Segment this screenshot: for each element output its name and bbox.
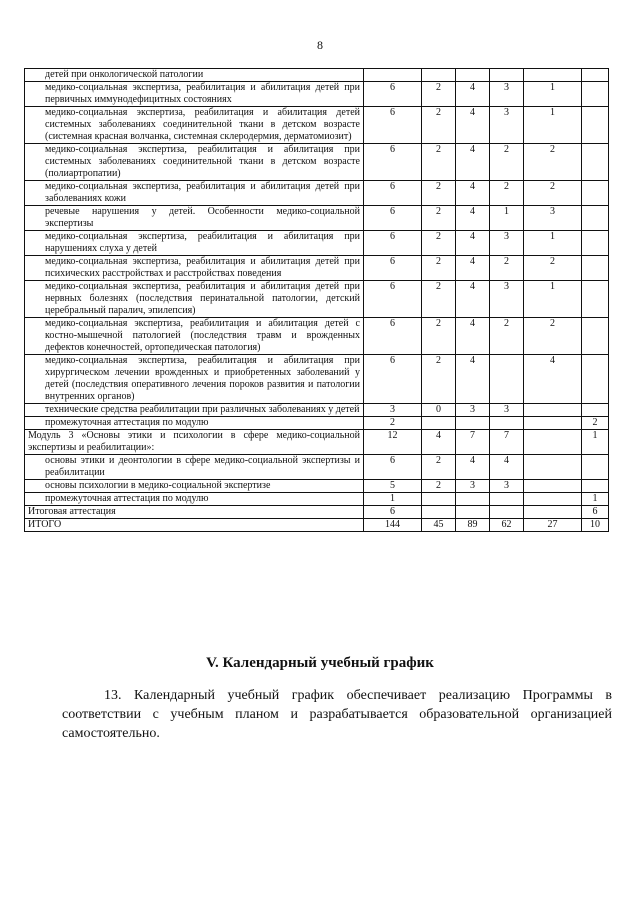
hours-cell: 4 [456, 82, 490, 107]
hours-cell: 4 [456, 455, 490, 480]
hours-cell: 4 [456, 107, 490, 144]
hours-cell: 2 [422, 455, 456, 480]
hours-cell: 1 [524, 82, 582, 107]
hours-cell: 2 [422, 231, 456, 256]
hours-cell [456, 493, 490, 506]
hours-cell: 6 [364, 256, 422, 281]
hours-cell: 2 [524, 144, 582, 181]
hours-cell [582, 281, 609, 318]
hours-cell: 3 [490, 82, 524, 107]
hours-cell: 2 [422, 256, 456, 281]
hours-cell: 3 [490, 281, 524, 318]
hours-cell: 6 [364, 281, 422, 318]
hours-cell: 6 [364, 206, 422, 231]
hours-cell [582, 82, 609, 107]
hours-cell: 3 [364, 404, 422, 417]
hours-cell [524, 404, 582, 417]
hours-cell: 5 [364, 480, 422, 493]
hours-cell [582, 256, 609, 281]
row-name-cell: медико-социальная экспертиза, реабилитация и абилитация детей системных заболеваниях соединительной ткани в детском возрасте (системная красная волчанка, системная склеродермия, дерматомиозит) [25, 107, 364, 144]
table-row [25, 480, 609, 493]
hours-cell [490, 355, 524, 404]
table-row [25, 144, 609, 181]
row-name-cell: ИТОГО [25, 519, 364, 532]
row-name-cell: технические средства реабилитации при различных заболеваниях у детей [25, 404, 364, 417]
table-row [25, 181, 609, 206]
table-row [25, 107, 609, 144]
hours-cell [490, 69, 524, 82]
hours-cell: 2 [422, 206, 456, 231]
hours-cell: 4 [456, 206, 490, 231]
hours-cell: 2 [524, 181, 582, 206]
hours-cell: 45 [422, 519, 456, 532]
hours-cell: 1 [582, 493, 609, 506]
hours-cell: 7 [490, 430, 524, 455]
hours-cell: 4 [456, 231, 490, 256]
hours-cell: 1 [490, 206, 524, 231]
hours-cell: 6 [364, 455, 422, 480]
hours-cell [524, 506, 582, 519]
hours-cell: 6 [364, 318, 422, 355]
hours-cell [422, 417, 456, 430]
table-row [25, 355, 609, 404]
hours-cell: 2 [422, 144, 456, 181]
hours-cell: 6 [364, 82, 422, 107]
hours-cell: 6 [364, 506, 422, 519]
hours-cell [490, 493, 524, 506]
hours-cell: 6 [364, 355, 422, 404]
hours-cell: 4 [456, 281, 490, 318]
row-name-cell: медико-социальная экспертиза, реабилитация и абилитация при хирургическом лечении врожденных и приобретенных заболеваний у детей (последствия оперативного лечения пороков развития и патологии внутренних органов) [25, 355, 364, 404]
hours-cell [456, 506, 490, 519]
hours-cell: 3 [490, 480, 524, 493]
hours-cell: 1 [524, 107, 582, 144]
hours-cell: 3 [490, 231, 524, 256]
hours-cell: 2 [422, 318, 456, 355]
hours-cell: 1 [582, 430, 609, 455]
row-name-cell: медико-социальная экспертиза, реабилитация и абилитация детей при психических расстройствах и расстройствах поведения [25, 256, 364, 281]
row-name-cell: промежуточная аттестация по модулю [25, 417, 364, 430]
hours-cell [490, 417, 524, 430]
hours-cell: 2 [582, 417, 609, 430]
hours-cell: 144 [364, 519, 422, 532]
hours-cell: 1 [524, 281, 582, 318]
table-row [25, 318, 609, 355]
hours-cell: 27 [524, 519, 582, 532]
hours-cell [524, 480, 582, 493]
row-name-cell: Модуль 3 «Основы этики и психологии в сфере медико-социальной экспертизы и реабилитации»: [25, 430, 364, 455]
hours-cell [582, 69, 609, 82]
row-name-cell: речевые нарушения у детей. Особенности медико-социальной экспертизы [25, 206, 364, 231]
hours-cell: 4 [456, 144, 490, 181]
hours-cell [582, 181, 609, 206]
table-row [25, 455, 609, 480]
hours-cell: 4 [456, 318, 490, 355]
hours-cell: 0 [422, 404, 456, 417]
hours-cell: 4 [456, 355, 490, 404]
hours-cell: 7 [456, 430, 490, 455]
row-name-cell: медико-социальная экспертиза, реабилитация и абилитация детей с костно-мышечной патологией (последствия травм и врожденных дефектов конечностей, ортопедическая патология) [25, 318, 364, 355]
table-row [25, 506, 609, 519]
hours-cell: 6 [582, 506, 609, 519]
hours-cell [524, 493, 582, 506]
hours-cell [422, 506, 456, 519]
hours-cell: 3 [490, 107, 524, 144]
row-name-cell: основы этики и деонтологии в сфере медико-социальной экспертизы и реабилитации [25, 455, 364, 480]
hours-cell [582, 318, 609, 355]
table-row [25, 69, 609, 82]
hours-cell: 4 [524, 355, 582, 404]
hours-cell: 2 [524, 318, 582, 355]
hours-cell [524, 455, 582, 480]
table-row [25, 206, 609, 231]
row-name-cell: основы психологии в медико-социальной экспертизе [25, 480, 364, 493]
hours-cell [582, 480, 609, 493]
hours-cell [582, 455, 609, 480]
hours-cell: 2 [422, 181, 456, 206]
hours-cell: 2 [422, 82, 456, 107]
hours-cell [524, 417, 582, 430]
table-row [25, 281, 609, 318]
hours-cell: 3 [456, 480, 490, 493]
hours-cell [582, 144, 609, 181]
hours-cell: 62 [490, 519, 524, 532]
hours-cell: 6 [364, 181, 422, 206]
row-name-cell: медико-социальная экспертиза, реабилитация и абилитация при системных заболеваниях соединительной ткани в детском возрасте (полиартропатии) [25, 144, 364, 181]
hours-cell [422, 69, 456, 82]
hours-cell: 2 [422, 107, 456, 144]
section-heading: V. Календарный учебный график [206, 655, 434, 671]
hours-cell: 10 [582, 519, 609, 532]
hours-cell [456, 69, 490, 82]
hours-cell: 2 [422, 281, 456, 318]
hours-cell: 3 [524, 206, 582, 231]
hours-cell [582, 107, 609, 144]
hours-cell: 12 [364, 430, 422, 455]
hours-cell: 6 [364, 231, 422, 256]
table-row [25, 493, 609, 506]
hours-cell [422, 493, 456, 506]
hours-cell: 1 [524, 231, 582, 256]
table-row [25, 519, 609, 532]
hours-cell: 2 [490, 256, 524, 281]
hours-cell: 4 [456, 256, 490, 281]
page-number: 8 [317, 38, 323, 52]
hours-cell: 2 [422, 355, 456, 404]
hours-cell: 3 [490, 404, 524, 417]
hours-cell [582, 404, 609, 417]
hours-cell [524, 430, 582, 455]
hours-cell [582, 206, 609, 231]
hours-cell: 3 [456, 404, 490, 417]
table-row [25, 404, 609, 417]
hours-cell: 2 [490, 181, 524, 206]
hours-cell: 2 [490, 318, 524, 355]
hours-cell: 2 [490, 144, 524, 181]
hours-cell: 2 [524, 256, 582, 281]
table-row [25, 231, 609, 256]
hours-cell [456, 417, 490, 430]
hours-cell [582, 231, 609, 256]
hours-cell: 6 [364, 107, 422, 144]
curriculum-table-body [25, 69, 609, 532]
row-name-cell: промежуточная аттестация по модулю [25, 493, 364, 506]
table-row [25, 417, 609, 430]
section-paragraph: 13. Календарный учебный график обеспечивает реализацию Программы в соответствии с учебным планом и разрабатывается образовательной организацией самостоятельно. [62, 688, 612, 741]
table-row [25, 256, 609, 281]
hours-cell [490, 506, 524, 519]
row-name-cell: медико-социальная экспертиза, реабилитация и абилитация детей при нервных болезнях (последствия перинатальной патологии, детский церебральный паралич, эпилепсия) [25, 281, 364, 318]
hours-cell: 89 [456, 519, 490, 532]
row-name-cell: медико-социальная экспертиза, реабилитация и абилитация детей при заболеваниях кожи [25, 181, 364, 206]
row-name-cell: Итоговая аттестация [25, 506, 364, 519]
hours-cell: 4 [422, 430, 456, 455]
curriculum-table [24, 68, 609, 532]
row-name-cell: медико-социальная экспертиза, реабилитация и абилитация при нарушениях слуха у детей [25, 231, 364, 256]
row-name-cell: детей при онкологической патологии [25, 69, 364, 82]
hours-cell: 4 [456, 181, 490, 206]
table-row [25, 82, 609, 107]
hours-cell: 2 [364, 417, 422, 430]
hours-cell [582, 355, 609, 404]
hours-cell [364, 69, 422, 82]
hours-cell: 1 [364, 493, 422, 506]
hours-cell [524, 69, 582, 82]
hours-cell: 4 [490, 455, 524, 480]
table-row [25, 430, 609, 455]
row-name-cell: медико-социальная экспертиза, реабилитация и абилитация детей при первичных иммунодефицитных состояниях [25, 82, 364, 107]
hours-cell: 6 [364, 144, 422, 181]
hours-cell: 2 [422, 480, 456, 493]
